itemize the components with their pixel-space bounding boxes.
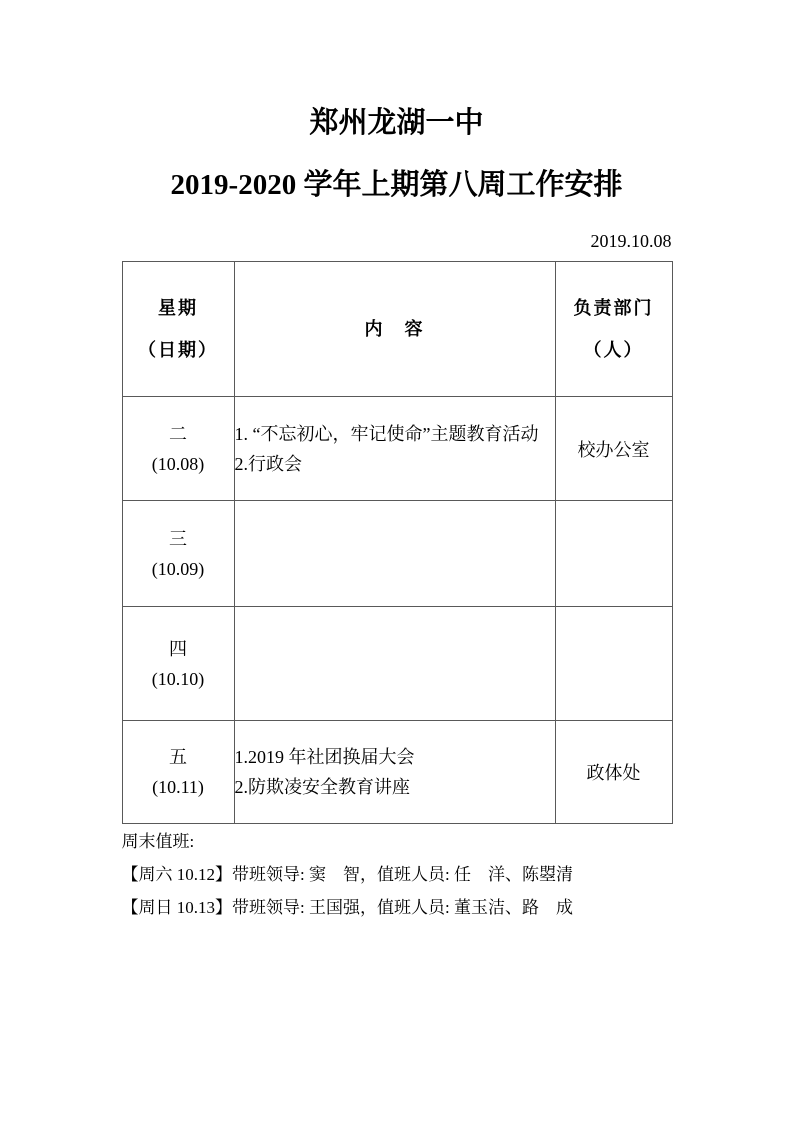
- content-item: 1.2019 年社团换届大会: [234, 747, 415, 767]
- department-cell: [555, 501, 672, 607]
- table-header-row: [122, 262, 672, 397]
- content-item: 1. “不忘初心，牢记使命”主题教育活动: [234, 423, 539, 444]
- content-cell: [234, 607, 555, 721]
- header-content: [234, 262, 555, 397]
- content-item: 2.防欺凌安全教育讲座: [234, 777, 410, 797]
- day-label: 二: [169, 423, 187, 444]
- content-cell: [234, 721, 555, 824]
- header-day-date: [122, 262, 234, 397]
- date-label: (10.08): [151, 453, 205, 474]
- header-day-line1: 星期: [158, 298, 198, 318]
- page-subtitle: 2019-2020 学年上期第八周工作安排: [170, 169, 623, 201]
- day-cell: [122, 607, 234, 721]
- weekend-duty-section: [122, 832, 672, 918]
- department-cell: 政体处: [555, 721, 672, 824]
- header-department-line2: （人）: [583, 340, 644, 360]
- day-label: 四: [169, 638, 187, 659]
- header-department-line1: 负责部门: [573, 298, 654, 318]
- table-row: [122, 397, 672, 501]
- duty-line-saturday: 【周六 10.12】带班领导: 窦 智，值班人员: 任 洋、陈曌清: [121, 865, 573, 884]
- table-row: [122, 501, 672, 607]
- content-item: 2.行政会: [234, 453, 302, 474]
- day-label: 五: [169, 747, 187, 767]
- duty-line-sunday: 【周日 10.13】带班领导: 王国强，值班人员: 董玉洁、路 成: [121, 898, 573, 917]
- department-cell: [555, 607, 672, 721]
- page-title: 郑州龙湖一中: [309, 107, 484, 139]
- day-cell: [122, 397, 234, 501]
- weekend-duty-heading: 周末值班:: [121, 832, 195, 851]
- header-day-line2: （日期）: [138, 340, 218, 360]
- content-cell: [234, 397, 555, 501]
- header-department: [555, 262, 672, 397]
- day-label: 三: [169, 528, 187, 549]
- date-label: (10.09): [151, 558, 205, 579]
- date-label: (10.10): [151, 668, 205, 689]
- day-cell: [122, 721, 234, 824]
- day-cell: [122, 501, 234, 607]
- doc-date: 2019.10.08: [590, 231, 672, 251]
- content-cell: [234, 501, 555, 607]
- table-row: [122, 607, 672, 721]
- department-cell: 校办公室: [555, 397, 672, 501]
- document-body: [122, 230, 672, 918]
- table-row: [122, 721, 672, 824]
- schedule-table: [122, 261, 673, 824]
- header-content-label: 内 容: [364, 319, 425, 339]
- date-label: (10.11): [152, 777, 204, 797]
